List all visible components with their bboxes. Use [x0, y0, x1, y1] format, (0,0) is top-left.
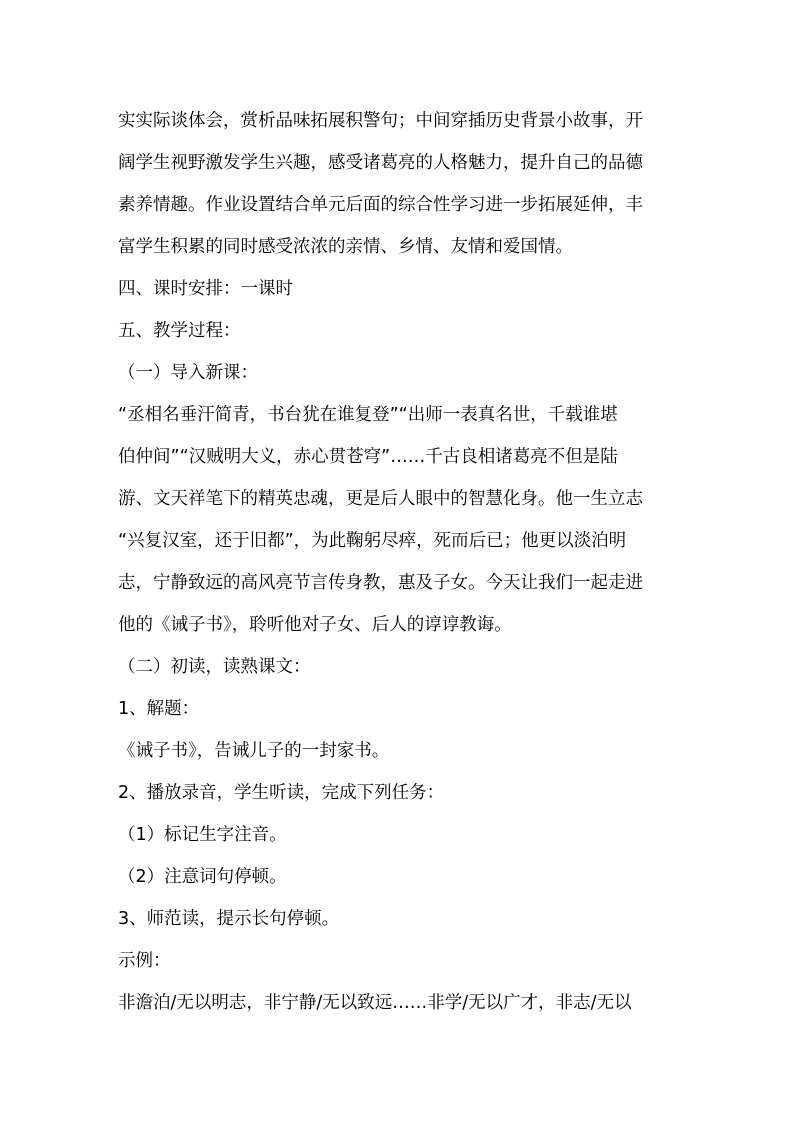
text-line: 富学生积累的同时感受浓浓的亲情、乡情、友情和爱国情。	[118, 237, 573, 257]
text-line: 素养情趣。作业设置结合单元后面的综合性学习进一步拓展延伸，丰	[118, 195, 643, 215]
text-line: （2）注意词句停顿。	[118, 867, 287, 887]
text-line: 他的《诫子书》，聆听他对子女、后人的谆谆教诲。	[118, 615, 512, 635]
text-line: 3、师范读，提示长句停顿。	[118, 909, 340, 929]
subsection-heading: （一）导入新课：	[118, 363, 258, 383]
text-line: 1、解题：	[118, 699, 200, 719]
text-line: 示例：	[118, 951, 171, 971]
text-line: （1）标记生字注音。	[118, 825, 287, 845]
text-line: 实实际谈体会，赏析品味拓展积警句；中间穿插历史背景小故事，开	[118, 111, 643, 131]
text-line: 游、文天祥笔下的精英忠魂，更是后人眼中的智慧化身。他一生立志	[118, 489, 643, 509]
section-heading: 四、课时安排：一课时	[118, 279, 293, 299]
text-line: 2、播放录音，学生听读，完成下列任务：	[118, 783, 445, 803]
section-heading: 五、教学过程：	[118, 321, 241, 341]
text-line: “兴复汉室，还于旧都”，为此鞠躬尽瘁，死而后已；他更以淡泊明	[118, 531, 627, 551]
text-line: “丞相名垂汗简青，书台犹在谁复登”“出师一表真名世，千载谁堪	[118, 405, 618, 425]
text-line: 非澹泊/无以明志，非宁静/无以致远……非学/无以广才，非志/无以	[118, 993, 632, 1013]
text-line: 《诫子书》，告诫儿子的一封家书。	[118, 741, 390, 761]
text-line: 阔学生视野激发学生兴趣，感受诸葛亮的人格魅力，提升自己的品德	[118, 153, 643, 173]
text-line: 伯仲间”“汉贼明大义，赤心贯苍穹”……千古良相诸葛亮不但是陆	[118, 447, 618, 467]
subsection-heading: （二）初读，读熟课文：	[118, 657, 311, 677]
text-line: 志，宁静致远的高风亮节言传身教，惠及子女。今天让我们一起走进	[118, 573, 643, 593]
